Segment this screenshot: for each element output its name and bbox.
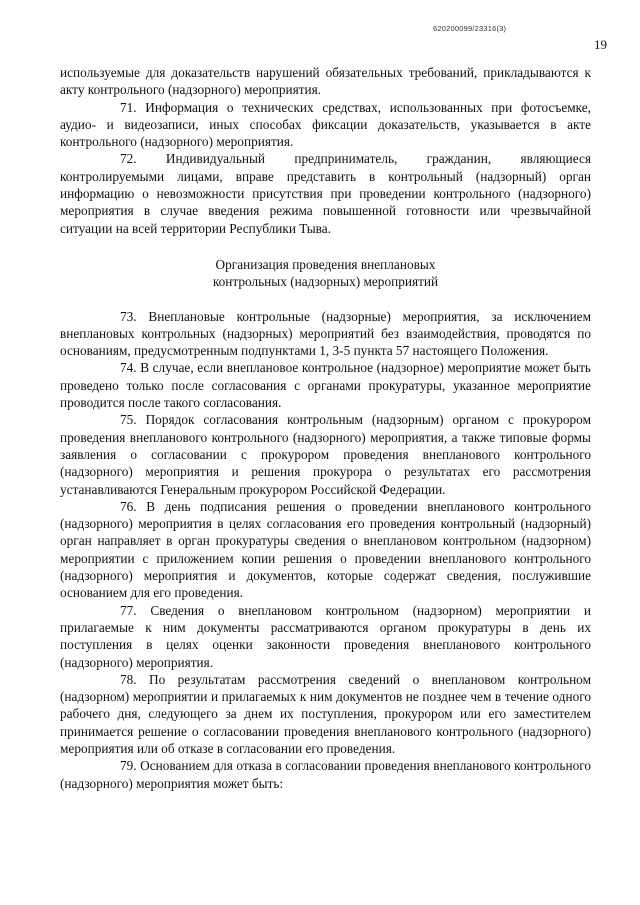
- section-heading-line-1: Организация проведения внеплановых: [215, 256, 436, 272]
- paragraph-72: 72. Индивидуальный предприниматель, гражданин, являющиеся контролируемыми лицами, вправе представить в контрольный (надзорный) орган информацию о невозможности присутствия при проведении контрольного (надзорного) мероприятия в случае введения режима повышенной готовности или чрезвычайной ситуации на всей территории Республики Тыва.: [60, 151, 591, 236]
- paragraph-77: 77. Сведения о внеплановом контрольном (надзорном) мероприятии и прилагаемые к ним документы рассматриваются органом прокуратуры в день их поступления в целях оценки законности проведения внепланового контрольного (надзорного) мероприятия.: [60, 602, 591, 670]
- page-number: 19: [594, 37, 607, 52]
- paragraph-73: 73. Внеплановые контрольные (надзорные) мероприятия, за исключением внеплановых контрольных (надзорных) мероприятий без взаимодействия, проводятся по основаниям, предусмотренным подпунктами 1, 3-5 пункта 57 настоящего Положения.: [60, 308, 591, 359]
- document-body: [60, 64, 591, 792]
- paragraph-75: 75. Порядок согласования контрольным (надзорным) органом с прокурором проведения внепланового контрольного (надзорного) мероприятия, а также типовые формы заявления о согласовании с прокурором проведения внепланового контрольного (надзорного) мероприятия и решения прокурора о результатах его рассмотрения устанавливаются Генеральным прокурором Российской Федерации.: [60, 412, 591, 497]
- paragraph-79: 79. Основанием для отказа в согласовании проведения внепланового контрольного (надзорного) мероприятия может быть:: [60, 758, 591, 791]
- paragraph-74: 74. В случае, если внеплановое контрольное (надзорное) мероприятие может быть проведено только после согласования с органами прокуратуры, указанное мероприятие проводится после такого согласования.: [60, 360, 591, 411]
- section-heading: [60, 256, 591, 291]
- paragraph-76: 76. В день подписания решения о проведении внепланового контрольного (надзорного) мероприятия в целях согласования его проведения контрольный (надзорный) орган направляет в орган прокуратуры сведения о внеплановом контрольном (надзорном) мероприятии с приложением копии решения о проведении внепланового контрольного (надзорного) мероприятия и документов, которые содержат сведения, послужившие основанием для его проведения.: [60, 498, 591, 601]
- paragraph-continuation: используемые для доказательств нарушений обязательных требований, прикладываются к акту контрольного (надзорного) мероприятия.: [60, 65, 591, 98]
- paragraph-71: 71. Информация о технических средствах, использованных при фотосъемке, аудио- и видеозаписи, иных способах фиксации доказательств, указывается в акте контрольного (надзорного) мероприятия.: [60, 99, 591, 150]
- section-heading-line-2: контрольных (надзорных) мероприятий: [212, 274, 439, 290]
- paragraph-78: 78. По результатам рассмотрения сведений о внеплановом контрольном (надзорном) мероприятии и прилагаемых к ним документов не позднее чем в течение одного рабочего дня, следующего за днем их поступления, прокурором или его заместителем принимается решение о согласовании проведения внепланового контрольного (надзорного) мероприятия или об отказе в согласовании его проведения.: [60, 671, 591, 756]
- document-id: 620200099/23316(3): [433, 24, 507, 33]
